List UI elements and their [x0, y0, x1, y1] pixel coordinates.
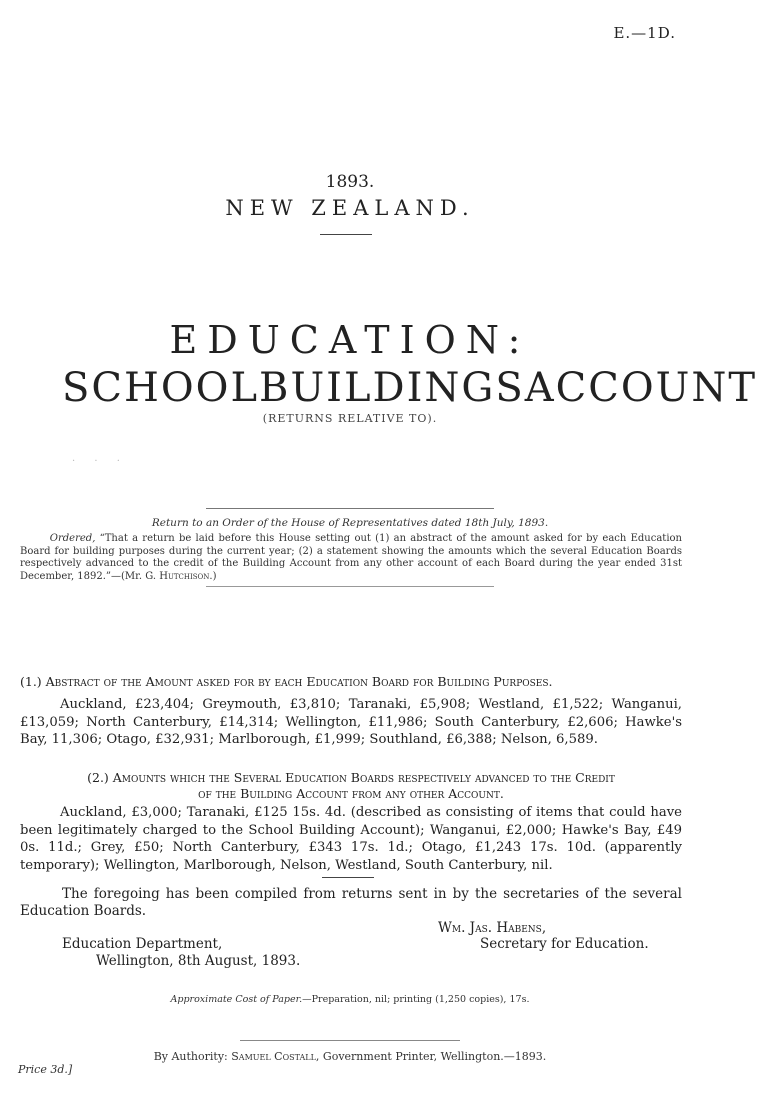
section2-heading-line2: of the Building Account from any other Account. — [198, 786, 504, 801]
authority-suffix: , Government Printer, Wellington.—1893. — [315, 1050, 547, 1063]
publication-year: 1893. — [325, 172, 375, 192]
masthead-divider — [320, 234, 372, 235]
department-date: Wellington, 8th August, 1893. — [96, 953, 301, 969]
section2-heading-line1: (2.) Amounts which the Several Education Boards respectively advanced to the Credit — [87, 770, 615, 785]
ordered-end: .) — [209, 570, 217, 582]
department-name: Education Department, — [62, 936, 223, 952]
title-school-buildings-account — [62, 365, 757, 411]
price-label: Price 3d.] — [18, 1063, 73, 1076]
mover-name: Hutchison — [159, 570, 210, 582]
order-bottom-rule — [206, 586, 494, 587]
print-specks: · · · — [72, 456, 128, 467]
title-word-account: ACCOUNT — [524, 365, 757, 411]
return-order-line: Return to an Order of the House of Representatives dated 18th July, 1893. — [151, 517, 549, 529]
cost-label: Approximate Cost of Paper. — [170, 994, 303, 1005]
printer-name: Samuel Costall — [231, 1050, 316, 1063]
authority-line — [0, 1050, 700, 1063]
paper-cost-line — [0, 994, 700, 1005]
section1-heading: (1.) Abstract of the Amount asked for by each Education Board for Building Purposes. — [20, 674, 553, 689]
title-subtitle: (RETURNS RELATIVE TO). — [262, 412, 438, 425]
ordered-text: “That a return be laid before this House setting out (1) an abstract of the amount asked for by each Education Board for building purposes during the current year; (2) a statement showing the amounts which the several Education Boards respectively advanced to the credit of the Building Account from any other account of each Board during the year ended 31st December, 1892.”—(Mr. G. — [20, 533, 682, 582]
document-reference: E.—1D. — [613, 24, 676, 42]
title-word-buildings: BUILDINGS — [259, 365, 525, 411]
order-top-rule — [206, 508, 494, 509]
section1-body: Auckland, £23,404; Greymouth, £3,810; Taranaki, £5,908; Westland, £1,522; Wanganui, £13,059; North Canterbury, £14,314; Wellington, £11,986; South Canterbury, £2,606; Hawke's Bay, 11,306; Otago, £32,931; Marlborough, £1,999; Southland, £6,388; Nelson, 6,589. — [20, 697, 682, 747]
authority-prefix: By Authority: — [153, 1050, 232, 1063]
footer-rule — [240, 1040, 460, 1041]
foregoing-note: The foregoing has been compiled from returns sent in by the secretaries of the several Education Boards. — [20, 886, 682, 919]
closing-divider — [322, 877, 374, 878]
ordered-label: Ordered, — [49, 533, 96, 544]
signatory-title: Secretary for Education. — [480, 936, 649, 952]
title-education: EDUCATION: — [169, 318, 531, 362]
ordered-paragraph — [20, 533, 682, 583]
section2-body: Auckland, £3,000; Taranaki, £125 15s. 4d. (described as consisting of items that could have been legitimately charged to the School Building Account); Wanganui, £2,000; Hawke's Bay, £49 0s. 11d.; Grey, £50; North Canterbury, £343 17s. 1d.; Otago, £1,243 17s. 10d. (apparently temporary); Wellington, Marlborough, Nelson, Westland, South Canterbury, nil. — [20, 805, 682, 873]
cost-text: —Preparation, nil; printing (1,250 copies), 17s. — [302, 994, 530, 1005]
section2-heading — [20, 770, 682, 802]
country-heading: NEW ZEALAND. — [225, 196, 475, 220]
signatory-name: Wm. Jas. Habens, — [438, 920, 547, 936]
title-word-school: SCHOOL — [62, 365, 260, 411]
